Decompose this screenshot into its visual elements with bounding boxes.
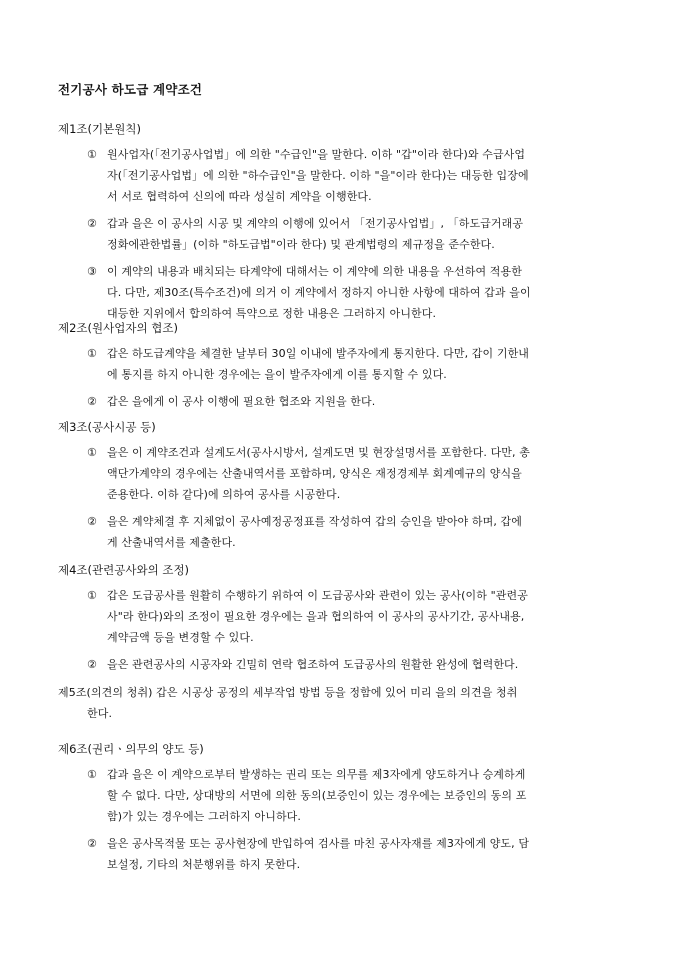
clause-item [58, 343, 628, 385]
clause-item [58, 511, 628, 553]
clause-line: 대등한 지위에서 합의하여 특약으로 정한 내용은 그러하지 아니한다. [107, 307, 437, 320]
clause-line: 함)가 있는 경우에는 그러하지 아니하다. [107, 810, 301, 823]
document-title: 전기공사 하도급 계약조건 [58, 82, 203, 97]
clause-number: ③ [87, 265, 97, 278]
clause-line: 계약금액 등을 변경할 수 있다. [107, 631, 254, 644]
article-body-line: 한다. [87, 707, 113, 720]
article-6 [58, 742, 628, 875]
article-2 [58, 321, 628, 412]
article-title: 제3조(공사시공 등) [58, 420, 156, 434]
clause-line: 보설정, 기타의 처분행위를 하지 못한다. [107, 858, 301, 871]
article-title: 제6조(권리ㆍ의무의 양도 등) [58, 742, 204, 756]
article-5 [58, 682, 628, 724]
article-title: 제2조(원사업자의 협조) [58, 321, 178, 335]
clause-item [58, 261, 628, 324]
clause-line: 서 서로 협력하여 신의에 따라 성실히 계약을 이행한다. [107, 190, 372, 203]
clause-line: 게 산출내역서를 제출한다. [107, 536, 236, 549]
clause-line: 을은 관련공사의 시공자와 긴밀히 연락 협조하여 도급공사의 원활한 완성에 협력한다. [107, 658, 519, 671]
article-3 [58, 420, 628, 553]
article-body-line: 갑은 시공상 공정의 세부작업 방법 등을 정함에 있어 미리 을의 의견을 청취 [156, 686, 518, 699]
clause-line: 갑과 을은 이 계약으로부터 발생하는 권리 또는 의무를 제3자에게 양도하거나 승계하게 [107, 768, 526, 781]
clause-line: 갑과 을은 이 공사의 시공 및 계약의 이행에 있어서 「전기공사업법」, 「하도급거래공 [107, 217, 524, 230]
clause-line: 갑은 을에게 이 공사 이행에 필요한 협조와 지원을 한다. [107, 395, 376, 408]
clause-line: 을은 공사목적물 또는 공사현장에 반입하여 검사를 마친 공사자재를 제3자에게 양도, 담 [107, 837, 530, 850]
clause-number: ① [87, 148, 97, 161]
clause-line: 준용한다. 이하 같다)에 의하여 공사를 시공한다. [107, 488, 341, 501]
clause-line: 원사업자(「전기공사업법」에 의한 "수급인"을 말한다. 이하 "갑"이라 한다)와 수급사업 [107, 148, 526, 161]
clause-item [58, 391, 628, 412]
clause-number: ① [87, 589, 97, 602]
article-4 [58, 563, 628, 675]
clause-number: ② [87, 658, 97, 671]
clause-line: 에 통지를 하지 아니한 경우에는 을이 발주자에게 이를 통지할 수 있다. [107, 368, 447, 381]
clause-item [58, 144, 628, 207]
clause-number: ① [87, 347, 97, 360]
clause-line: 을은 이 계약조건과 설계도서(공사시방서, 설계도면 및 현장설명서를 포함한다. 다만, 총 [107, 446, 530, 459]
clause-item [58, 442, 628, 505]
clause-number: ① [87, 768, 97, 781]
article-title: 제5조(의견의 청취) [58, 686, 153, 699]
clause-number: ① [87, 446, 97, 459]
clause-number: ② [87, 837, 97, 850]
clause-item [58, 764, 628, 827]
clause-item [58, 213, 628, 255]
clause-line: 사"라 한다)와의 조정이 필요한 경우에는 을과 협의하여 이 공사의 공사기간, 공사내용, [107, 610, 525, 623]
clause-line: 갑은 도급공사를 원활히 수행하기 위하여 이 도급공사와 관련이 있는 공사(이하 "관련공 [107, 589, 528, 602]
article-title: 제4조(관련공사와의 조정) [58, 563, 190, 577]
article-1 [58, 122, 628, 324]
clause-line: 을은 계약체결 후 지체없이 공사예정공정표를 작성하여 갑의 승인을 받아야 하며, 갑에 [107, 515, 522, 528]
clause-line: 자(「전기공사업법」에 의한 "하수급인"을 말한다. 이하 "을"이라 한다)는 대등한 입장에 [107, 169, 529, 182]
clause-line: 할 수 없다. 다만, 상대방의 서면에 의한 동의(보증인이 있는 경우에는 보증인의 동의 포 [107, 789, 527, 802]
clause-item [58, 654, 628, 675]
clause-number: ② [87, 395, 97, 408]
clause-line: 정화에관한법률」(이하 "하도급법"이라 한다) 및 관계법령의 제규정을 준수한다. [107, 238, 495, 251]
clause-line: 갑은 하도급계약을 체결한 날부터 30일 이내에 발주자에게 통지한다. 다만, 갑이 기한내 [107, 347, 530, 360]
article-body [58, 682, 628, 703]
clause-line: 다. 다만, 제30조(특수조건)에 의거 이 계약에서 정하지 아니한 사항에 대하여 갑과 을이 [107, 286, 531, 299]
clause-line: 이 계약의 내용과 배치되는 타계약에 대해서는 이 계약에 의한 내용을 우선하여 적용한 [107, 265, 522, 278]
clause-number: ② [87, 515, 97, 528]
clause-number: ② [87, 217, 97, 230]
clause-item [58, 585, 628, 648]
clause-line: 액단가계약의 경우에는 산출내역서를 포함하며, 양식은 재정경제부 회계예규의 양식을 [107, 467, 522, 480]
clause-item [58, 833, 628, 875]
article-title: 제1조(기본원칙) [58, 122, 141, 136]
